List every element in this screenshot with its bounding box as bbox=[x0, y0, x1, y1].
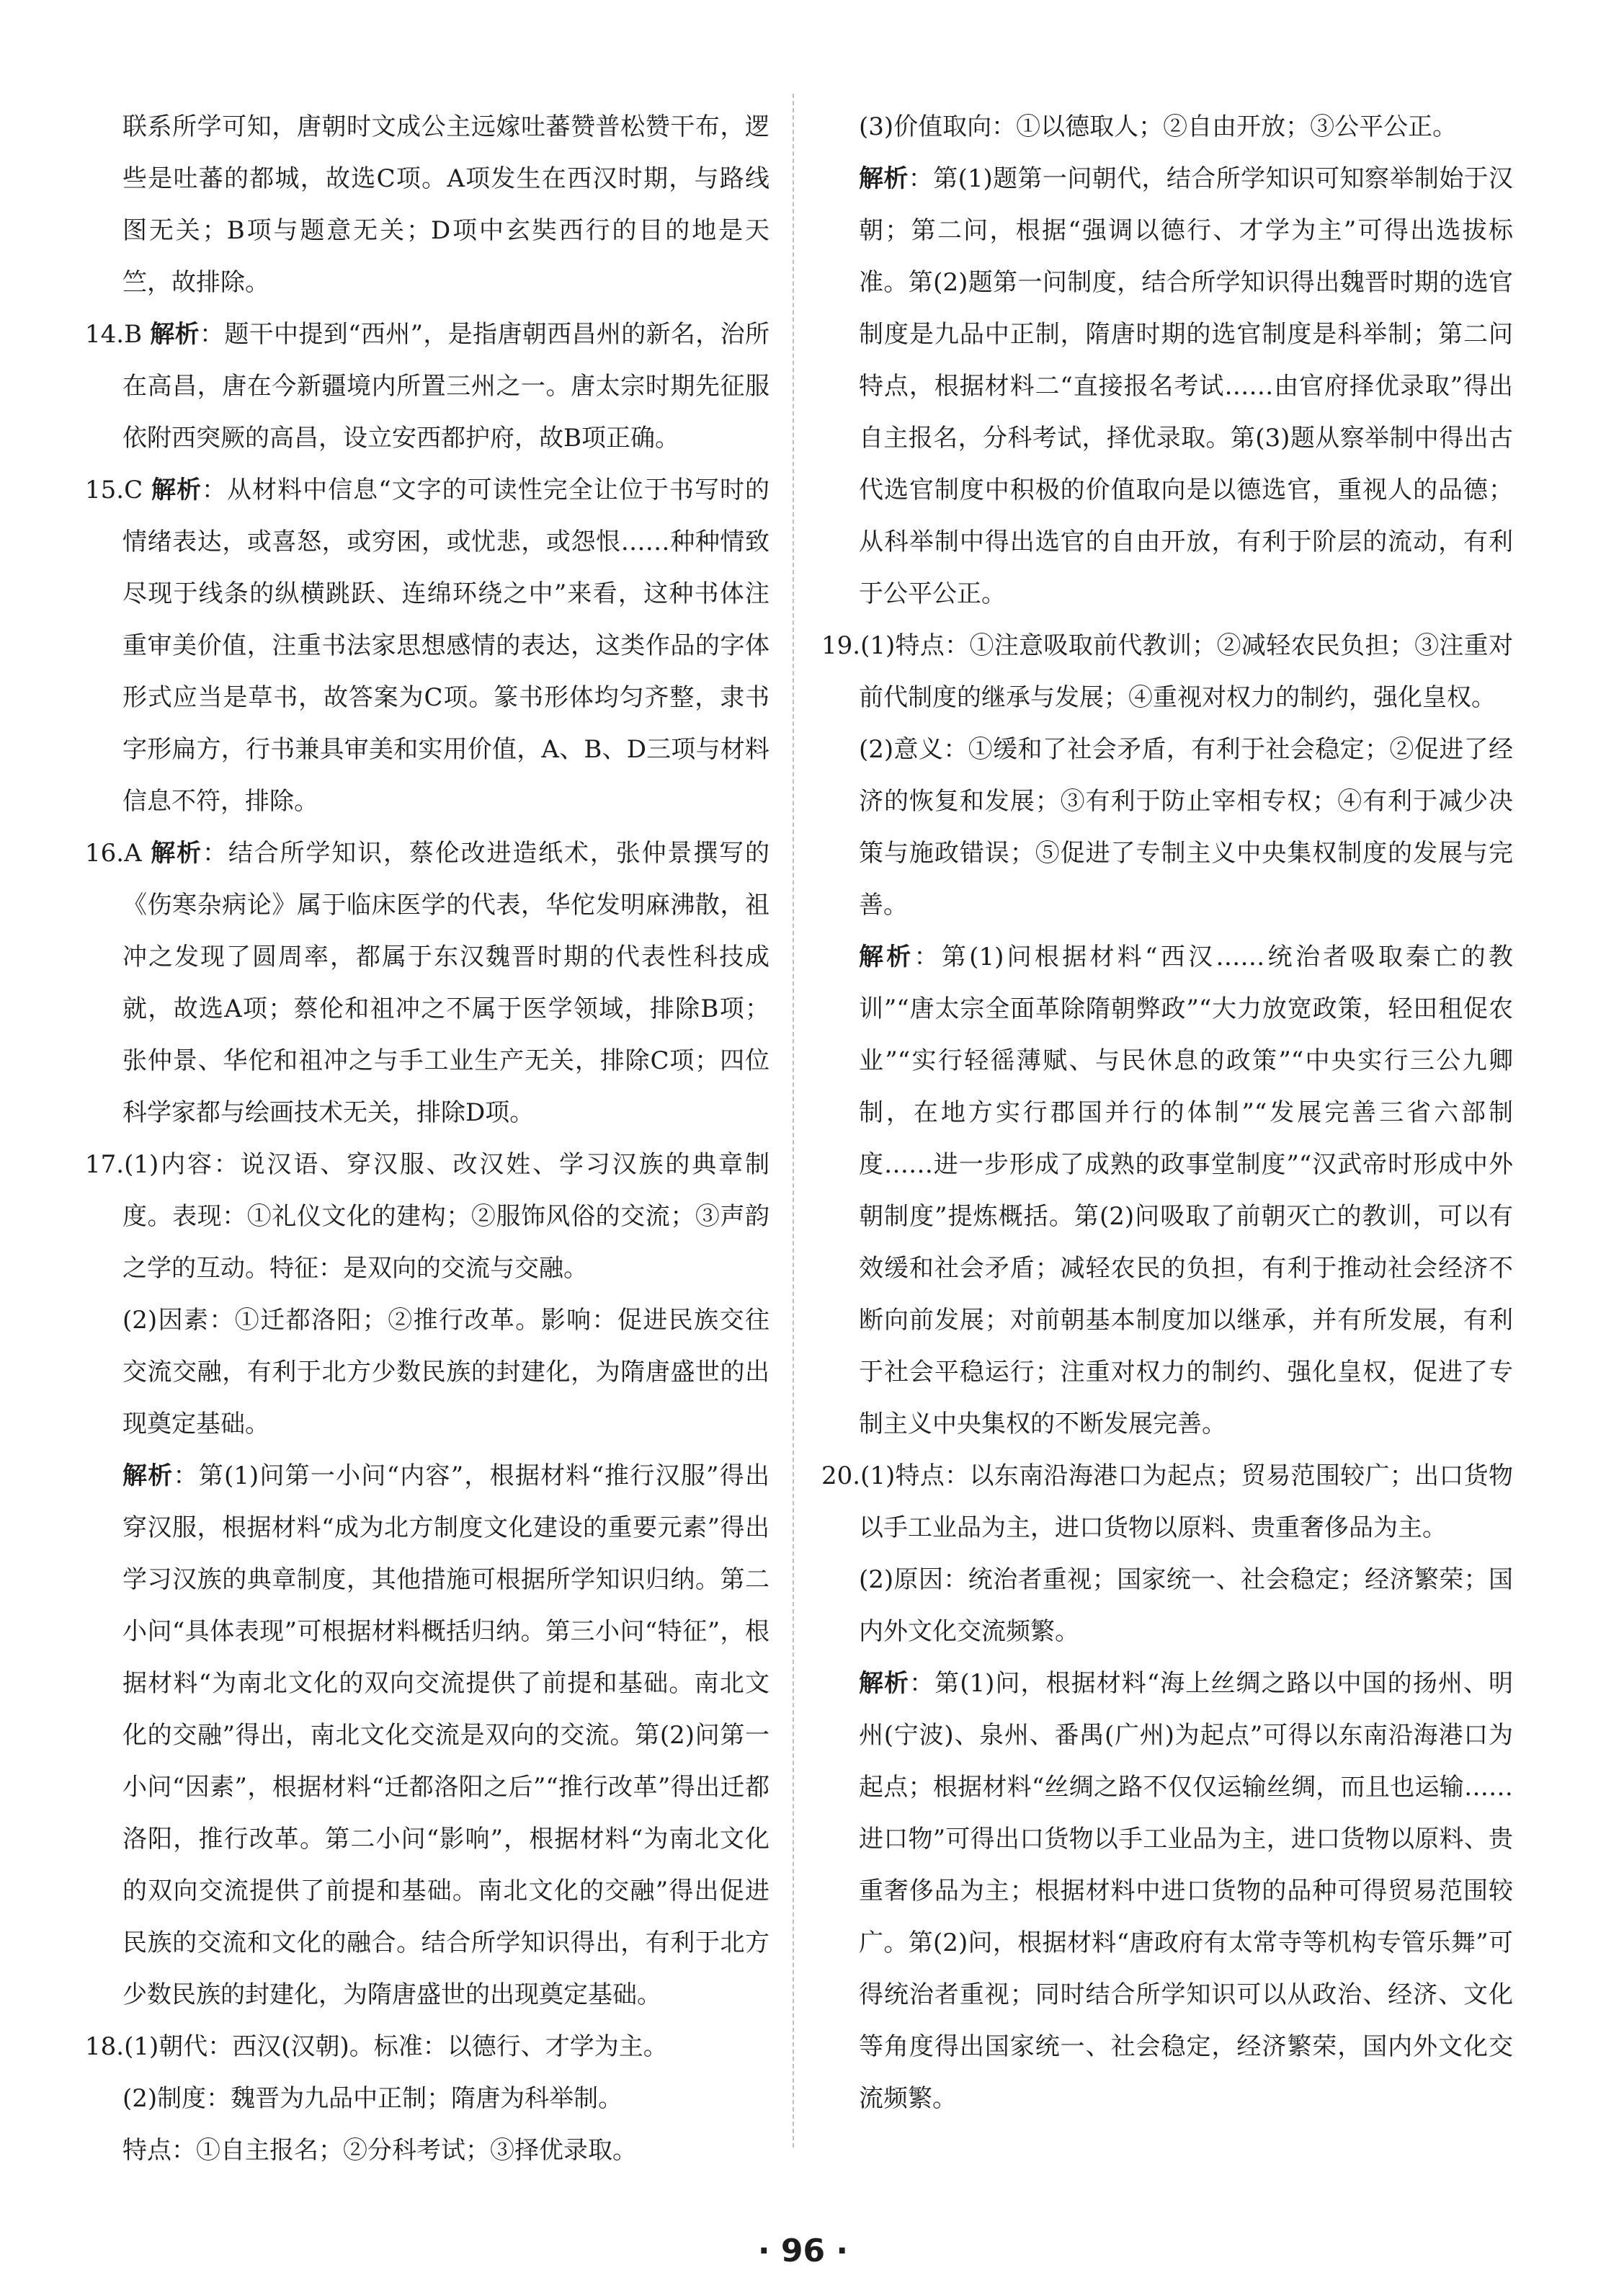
answer-16 bbox=[85, 827, 769, 1139]
column-divider bbox=[793, 94, 794, 2148]
analysis-label: 解析 bbox=[859, 943, 914, 971]
answer-18-analysis-body: ：第(1)题第一问朝代，结合所学知识可知察举制始于汉朝；第二问，根据“强调以德行、才学为主”可得出选拔标准。第(2)题第一问制度，结合所学知识得出魏晋时期的选官制度是九品中正制，隋唐时期的选官制度是科举制；第二问特点，根据材料二“直接报名考试……由官府择优录取”得出自主报名，分科考试，择优录取。第(3)题从察举制中得出古代选官制度中积极的价值取向是以德选官，重视人的品德；从科举制中得出选官的自由开放，有利于阶层的流动，有利于公平公正。 bbox=[859, 164, 1513, 608]
answer-20-analysis-body: ：第(1)问，根据材料“海上丝绸之路以中国的扬州、明州(宁波)、泉州、番禺(广州)为起点”可得以东南沿海港口为起点；根据材料“丝绸之路不仅仅运输丝绸，而且也运输……进口物”可得出口货物以手工业品为主，进口货物以原料、贵重奢侈品为主；根据材料中进口货物的品种可得贸易范围较广。第(2)问，根据材料“唐政府有太常寺等机构专管乐舞”可得统治者重视；同时结合所学知识可以从政治、经济、文化等角度得出国家统一、社会稳定，经济繁荣，国内外文化交流频繁。 bbox=[859, 1669, 1514, 2113]
answer-20-part1: 20.(1)特点：以东南沿海港口为起点；贸易范围较广；出口货物以手工业品为主，进口货物以原料、贵重奢侈品为主。 bbox=[821, 1461, 1513, 1542]
left-column bbox=[85, 101, 769, 2176]
answer-14 bbox=[85, 308, 769, 464]
answer-18-part1: 18.(1)朝代：西汉(汉朝)。标准：以德行、才学为主。 bbox=[85, 2032, 668, 2061]
answer-18-part2: (2)制度：魏晋为九品中正制；隋唐为科举制。 bbox=[122, 2084, 623, 2113]
answer-19-analysis bbox=[821, 931, 1513, 1450]
paragraph-q13-continued: 联系所学可知，唐朝时文成公主远嫁吐蕃赞普松赞干布，逻些是吐蕃的都城，故选C项。A项发生在西汉时期，与路线图无关；B项与题意无关；D项中玄奘西行的目的地是天竺，故排除。 bbox=[122, 112, 769, 297]
analysis-label: 解析 bbox=[859, 1669, 910, 1698]
answer-17-analysis bbox=[85, 1450, 769, 2021]
analysis-label: 解析 bbox=[150, 320, 200, 349]
answer-17-part2: (2)因素：①迁都洛阳；②推行改革。影响：促进民族交往交流交融，有利于北方少数民族的封建化，为隋唐盛世的出现奠定基础。 bbox=[122, 1306, 769, 1438]
answer-15 bbox=[85, 464, 769, 827]
analysis-label: 解析 bbox=[151, 476, 202, 504]
answer-14-body: ：题干中提到“西州”，是指唐朝西昌州的新名，治所在高昌，唐在今新疆境内所置三州之一。唐太宗时期先征服依附西突厥的高昌，设立安西都护府，故B项正确。 bbox=[122, 320, 770, 453]
answer-14-head: 14.B bbox=[85, 320, 143, 349]
answer-16-head: 16.A bbox=[85, 839, 142, 868]
answer-18-part3: (3)价值取向：①以德取人；②自由开放；③公平公正。 bbox=[859, 112, 1458, 141]
answer-18-features: 特点：①自主报名；②分科考试；③择优录取。 bbox=[122, 2136, 637, 2165]
answer-20-part2: (2)原因：统治者重视；国家统一、社会稳定；经济繁荣；国内外文化交流频繁。 bbox=[859, 1565, 1513, 1646]
answer-16-body: ：结合所学知识，蔡伦改进造纸术，张仲景撰写的《伤寒杂病论》属于临床医学的代表，华佗发明麻沸散，祖冲之发现了圆周率，都属于东汉魏晋时期的代表性科技成就，故选A项；蔡伦和祖冲之不属于医学领域，排除B项；张仲景、华佗和祖冲之与手工业生产无关，排除C项；四位科学家都与绘画技术无关，排除D项。 bbox=[122, 839, 770, 1127]
answer-19-part2: (2)意义：①缓和了社会矛盾，有利于社会稳定；②促进了经济的恢复和发展；③有利于防止宰相专权；④有利于减少决策与施政错误；⑤促进了专制主义中央集权制度的发展与完善。 bbox=[859, 735, 1513, 920]
answer-19-part1: 19.(1)特点：①注意吸取前代教训；②减轻农民负担；③注重对前代制度的继承与发展；④重视对权力的制约，强化皇权。 bbox=[821, 631, 1513, 712]
analysis-label: 解析 bbox=[151, 839, 203, 868]
answer-17-part1: 17.(1)内容：说汉语、穿汉服、改汉姓、学习汉族的典章制度。表现：①礼仪文化的建构；②服饰风俗的交流；③声韵之学的互动。特征：是双向的交流与交融。 bbox=[85, 1150, 769, 1283]
answer-18-analysis bbox=[821, 153, 1513, 620]
answer-15-body: ：从材料中信息“文字的可读性完全让位于书写时的情绪表达，或喜怒，或穷困，或忧悲，或怨恨……种种情致尽现于线条的纵横跳跃、连绵环绕之中”来看，这种书体注重审美价值，注重书法家思想感情的表达，这类作品的字体形式应当是草书，故答案为C项。篆书形体均匀齐整，隶书字形扁方，行书兼具审美和实用价值，A、B、D三项与材料信息不符，排除。 bbox=[122, 476, 769, 816]
analysis-label: 解析 bbox=[122, 1461, 174, 1490]
answer-20-analysis bbox=[821, 1658, 1513, 2124]
page-number: · 96 · bbox=[757, 2233, 849, 2269]
answer-19-analysis-body: ：第(1)问根据材料“西汉……统治者吸取秦亡的教训”“唐太宗全面革除隋朝弊政”“大力放宽政策，轻田租促农业”“实行轻徭薄赋、与民休息的政策”“中央实行三公九卿制，在地方实行郡国并行的体制”“发展完善三省六部制度……进一步形成了成熟的政事堂制度”“汉武帝时形成中外朝制度”提炼概括。第(2)问吸取了前朝灭亡的教训，可以有效缓和社会矛盾；减轻农民的负担，有利于推动社会经济不断向前发展；对前朝基本制度加以继承，并有所发展，有利于社会平稳运行；注重对权力的制约、强化皇权，促进了专制主义中央集权的不断发展完善。 bbox=[859, 943, 1514, 1438]
answer-17-analysis-body: ：第(1)问第一小问“内容”，根据材料“推行汉服”得出穿汉服，根据材料“成为北方制度文化建设的重要元素”得出学习汉族的典章制度，其他措施可根据所学知识归纳。第二小问“具体表现”可根据材料概括归纳。第三小问“特征”，根据材料“为南北文化的双向交流提供了前提和基础。南北文化的交融”得出，南北文化交流是双向的交流。第(2)问第一小问“因素”，根据材料“迁都洛阳之后”“推行改革”得出迁都洛阳，推行改革。第二小问“影响”，根据材料“为南北文化的双向交流提供了前提和基础。南北文化的交融”得出促进民族的交流和文化的融合。结合所学知识得出，有利于北方少数民族的封建化，为隋唐盛世的出现奠定基础。 bbox=[122, 1461, 770, 2009]
analysis-label: 解析 bbox=[859, 164, 909, 193]
right-column bbox=[821, 101, 1513, 2124]
answer-15-head: 15.C bbox=[85, 476, 143, 504]
